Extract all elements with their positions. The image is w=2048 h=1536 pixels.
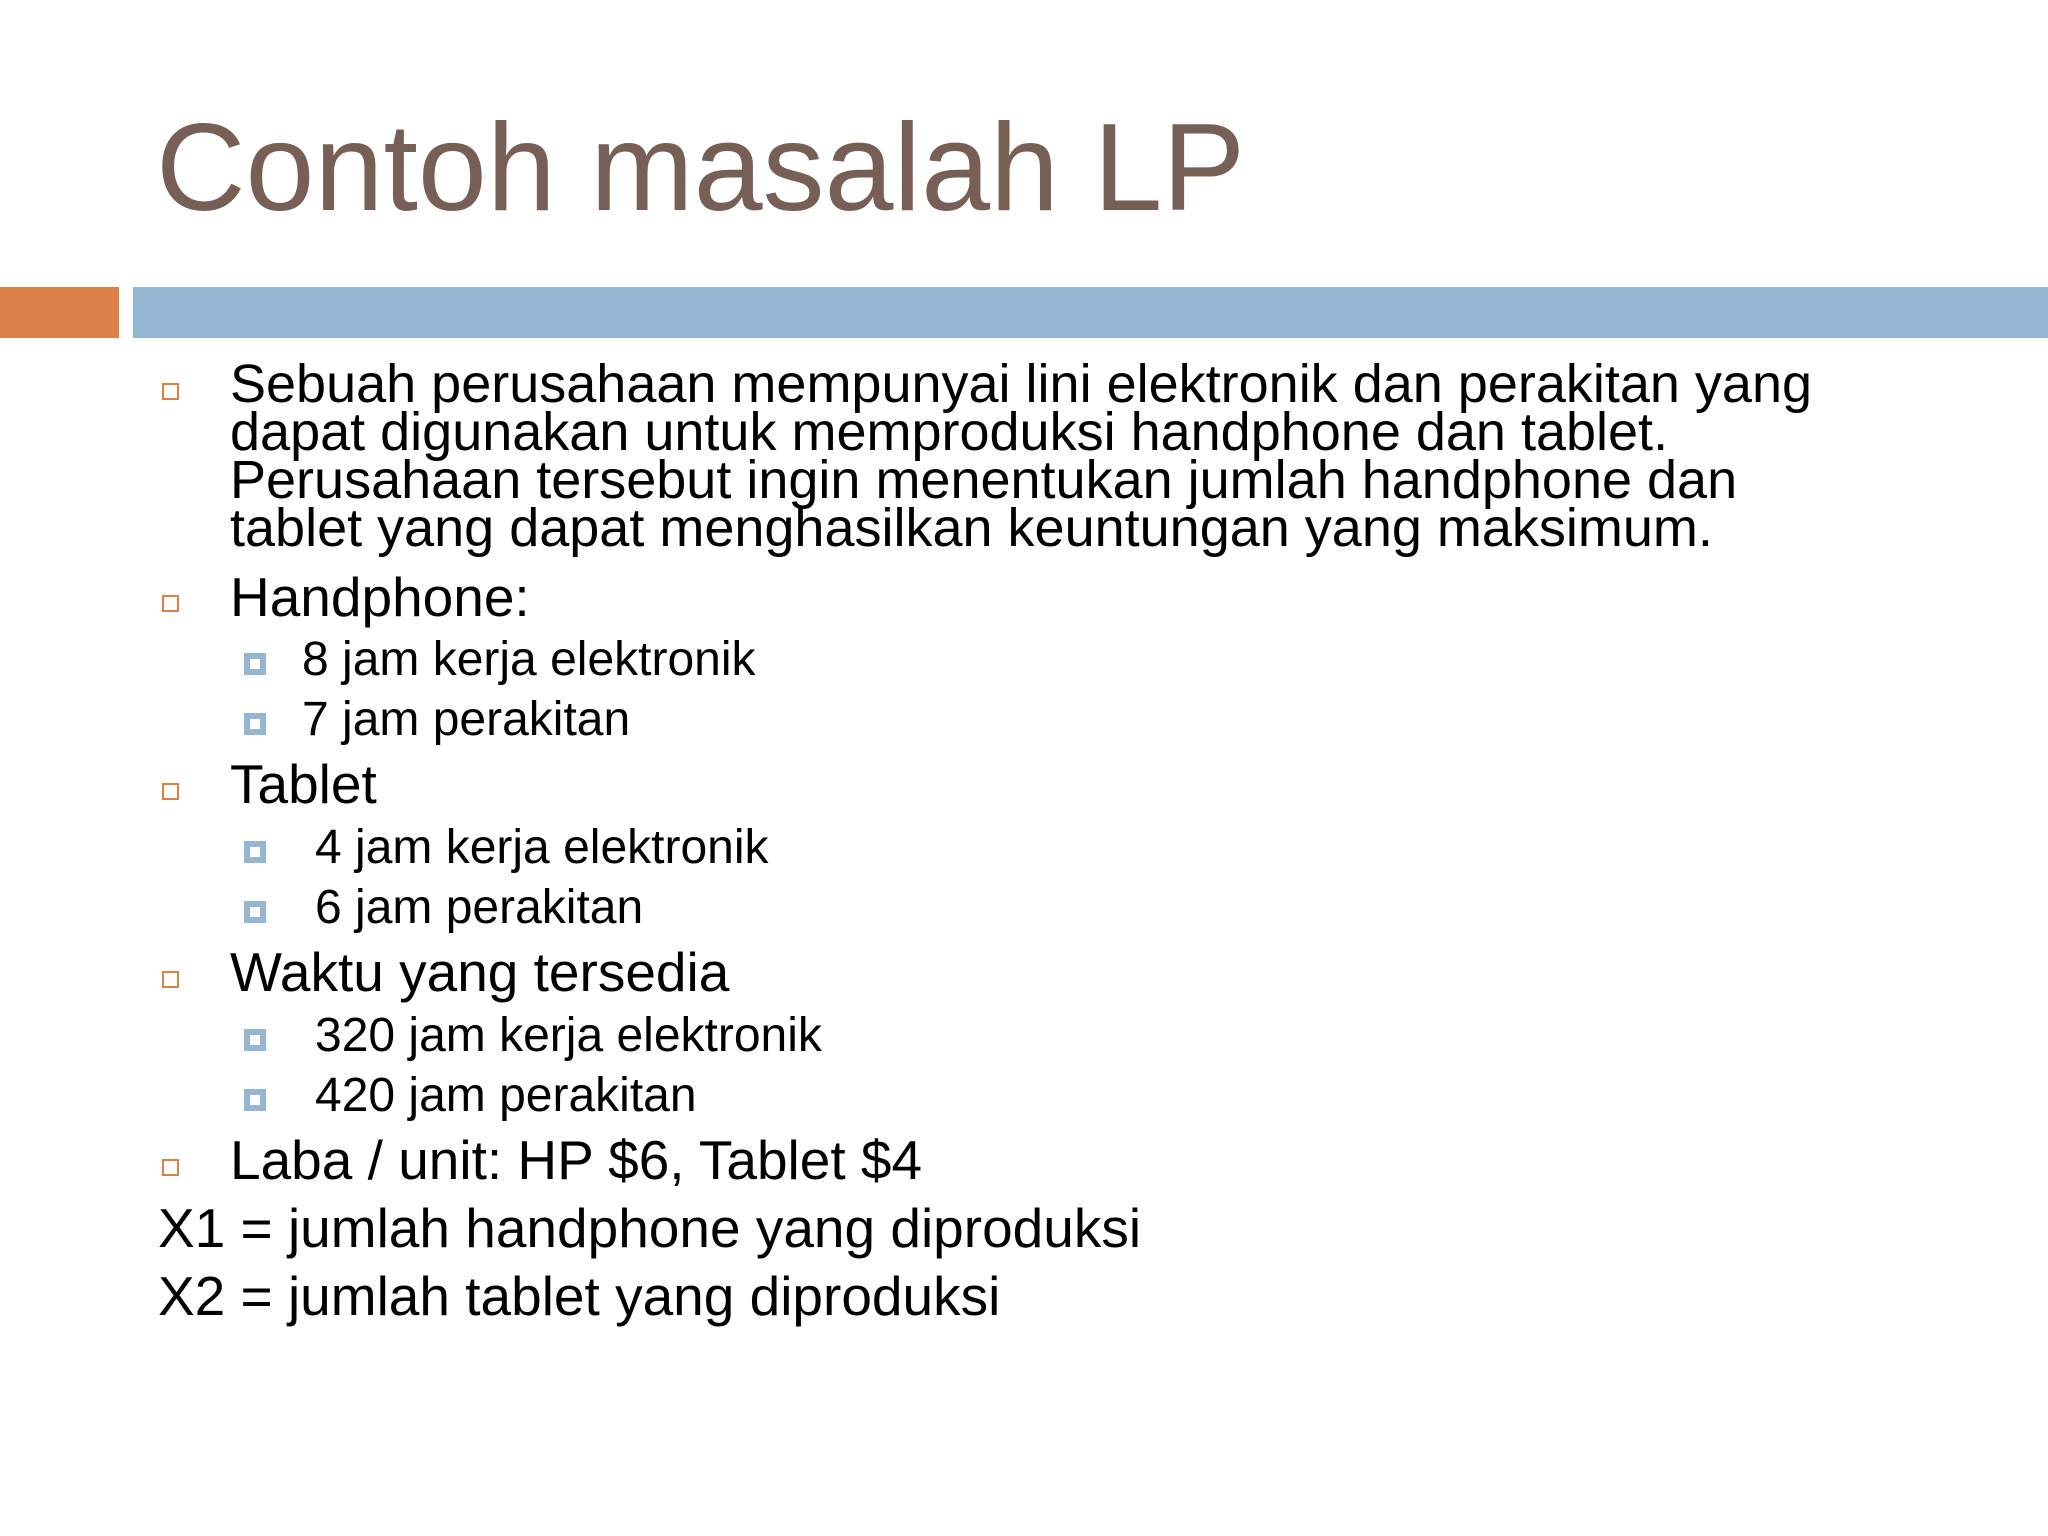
square-sub-bullet-icon — [244, 713, 266, 735]
hollow-square-bullet-icon — [162, 971, 179, 988]
handphone-heading: Handphone: — [230, 566, 530, 628]
intro-line: dapat digunakan untuk memproduksi handphone dan tablet. — [230, 402, 1669, 462]
waktu-item-text: 420 jam perakitan — [315, 1069, 697, 1122]
handphone-item-text: 8 jam kerja elektronik — [302, 633, 756, 686]
handphone-item-text: 7 jam perakitan — [302, 693, 631, 746]
square-sub-bullet-icon — [244, 1029, 266, 1051]
intro-line: Perusahaan tersebut ingin menentukan jumlah handphone dan — [230, 450, 1738, 510]
tablet-heading: Tablet — [230, 753, 377, 815]
square-sub-bullet-icon — [244, 653, 266, 675]
hollow-square-bullet-icon — [162, 783, 179, 800]
hollow-square-bullet-icon — [162, 1159, 179, 1176]
variable-x1: X1 = jumlah handphone yang diproduksi — [158, 1197, 1142, 1259]
square-sub-bullet-icon — [244, 901, 266, 923]
tablet-item-text: 4 jam kerja elektronik — [315, 821, 769, 874]
square-sub-bullet-icon — [244, 1089, 266, 1111]
hollow-square-bullet-icon — [162, 595, 179, 612]
square-sub-bullet-icon — [244, 841, 266, 863]
intro-line: Sebuah perusahaan mempunyai lini elektronik dan perakitan yang — [230, 354, 1813, 414]
hollow-square-bullet-icon — [162, 383, 179, 400]
waktu-item-text: 320 jam kerja elektronik — [315, 1009, 822, 1062]
intro-paragraph — [230, 354, 2010, 558]
intro-line: tablet yang dapat menghasilkan keuntungan yang maksimum. — [230, 498, 1713, 558]
waktu-heading: Waktu yang tersedia — [230, 941, 730, 1003]
variable-x2: X2 = jumlah tablet yang diproduksi — [158, 1265, 1001, 1327]
slide-title: Contoh masalah LP — [156, 99, 1246, 237]
tablet-item-text: 6 jam perakitan — [315, 881, 644, 934]
laba-text: Laba / unit: HP $6, Tablet $4 — [230, 1129, 923, 1191]
